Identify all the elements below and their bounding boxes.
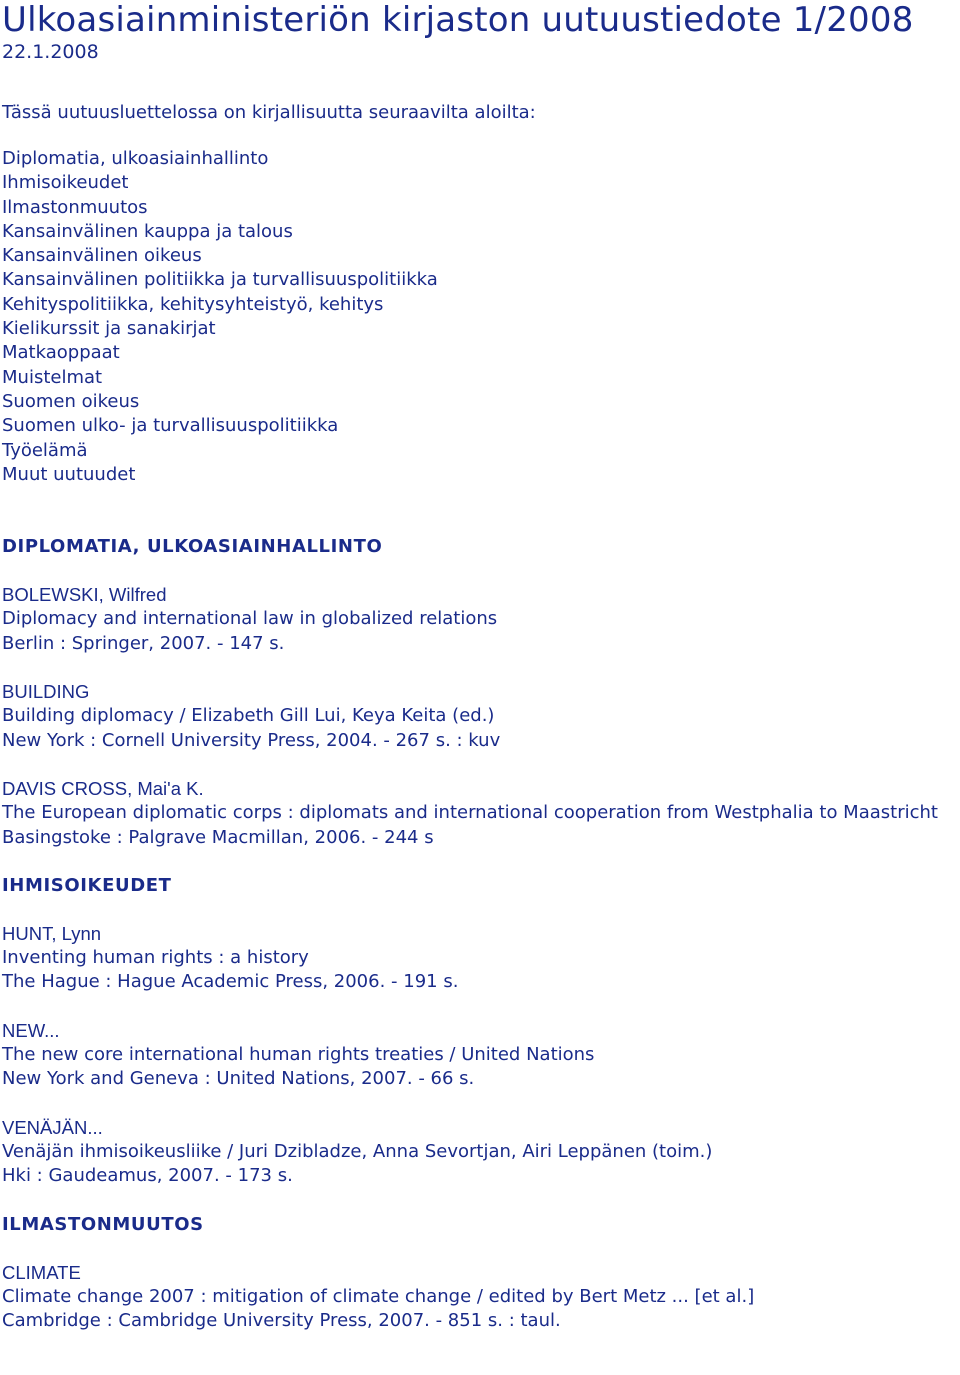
entry-title: Climate change 2007 : mitigation of climate change / edited by Bert Metz ... [et al.] <box>2 1285 755 1307</box>
topic-item: Työelämä <box>2 439 88 461</box>
book-entry <box>2 777 958 850</box>
topic-item: Kehityspolitiikka, kehitysyhteistyö, kehitys <box>2 293 384 315</box>
entry-publication: The Hague : Hague Academic Press, 2006. - 191 s. <box>2 971 459 993</box>
book-entry <box>2 1261 958 1334</box>
topic-item: Kansainvälinen kauppa ja talous <box>2 220 293 242</box>
section-heading: IHMISOIKEUDET <box>2 874 172 896</box>
document-page <box>2 0 958 1333</box>
section-ihmisoikeudet <box>2 874 958 1189</box>
entry-title: The European diplomatic corps : diplomats and international cooperation from Westphalia to Maastricht <box>2 802 938 824</box>
intro-text: Tässä uutuusluettelossa on kirjallisuutta seuraavilta aloilta: <box>2 102 536 123</box>
section-ilmastonmuutos <box>2 1213 958 1334</box>
topic-item: Suomen oikeus <box>2 390 140 412</box>
topic-item: Suomen ulko- ja turvallisuuspolitiikka <box>2 415 339 437</box>
book-entry <box>2 1116 958 1189</box>
entry-key: DAVIS CROSS, Mai'a K. <box>2 777 204 799</box>
entry-publication: Hki : Gaudeamus, 2007. - 173 s. <box>2 1165 293 1187</box>
topic-item: Matkaoppaat <box>2 342 120 364</box>
book-entry <box>2 583 958 656</box>
topic-list <box>2 147 958 487</box>
entry-key: VENÄJÄN... <box>2 1116 103 1138</box>
section-heading: ILMASTONMUUTOS <box>2 1213 204 1235</box>
document-date: 22.1.2008 <box>2 41 99 63</box>
topic-item: Kansainvälinen politiikka ja turvallisuuspolitiikka <box>2 269 438 291</box>
entry-title: Diplomacy and international law in globalized relations <box>2 608 498 630</box>
section-diplomatia <box>2 535 958 850</box>
topic-item: Kielikurssit ja sanakirjat <box>2 318 216 340</box>
entry-publication: Berlin : Springer, 2007. - 147 s. <box>2 632 285 654</box>
topic-item: Kansainvälinen oikeus <box>2 245 202 267</box>
entry-title: Inventing human rights : a history <box>2 947 309 969</box>
entry-publication: New York : Cornell University Press, 2004. - 267 s. : kuv <box>2 729 501 751</box>
entry-key: BOLEWSKI, Wilfred <box>2 584 167 606</box>
entry-key: CLIMATE <box>2 1261 81 1283</box>
entry-publication: Basingstoke : Palgrave Macmillan, 2006. - 244 s <box>2 826 434 848</box>
entry-title: The new core international human rights treaties / United Nations <box>2 1044 595 1066</box>
section-heading: DIPLOMATIA, ULKOASIAINHALLINTO <box>2 536 383 558</box>
entry-publication: Cambridge : Cambridge University Press, 2007. - 851 s. : taul. <box>2 1310 561 1332</box>
document-title: Ulkoasiainministeriön kirjaston uutuustiedote 1/2008 <box>2 0 914 40</box>
topic-item: Ihmisoikeudet <box>2 172 129 194</box>
entry-key: BUILDING <box>2 681 90 703</box>
topic-item: Ilmastonmuutos <box>2 196 148 218</box>
entry-title: Building diplomacy / Elizabeth Gill Lui, Keya Keita (ed.) <box>2 705 495 727</box>
topic-item: Muistelmat <box>2 366 103 388</box>
entry-key: NEW... <box>2 1019 60 1041</box>
entry-publication: New York and Geneva : United Nations, 2007. - 66 s. <box>2 1068 475 1090</box>
book-entry <box>2 1019 958 1092</box>
book-entry <box>2 680 958 753</box>
entry-title: Venäjän ihmisoikeusliike / Juri Dzibladze, Anna Sevortjan, Airi Leppänen (toim.) <box>2 1140 713 1162</box>
entry-key: HUNT, Lynn <box>2 922 102 944</box>
topic-item: Muut uutuudet <box>2 463 136 485</box>
book-entry <box>2 922 958 995</box>
topic-item: Diplomatia, ulkoasiainhallinto <box>2 148 269 169</box>
